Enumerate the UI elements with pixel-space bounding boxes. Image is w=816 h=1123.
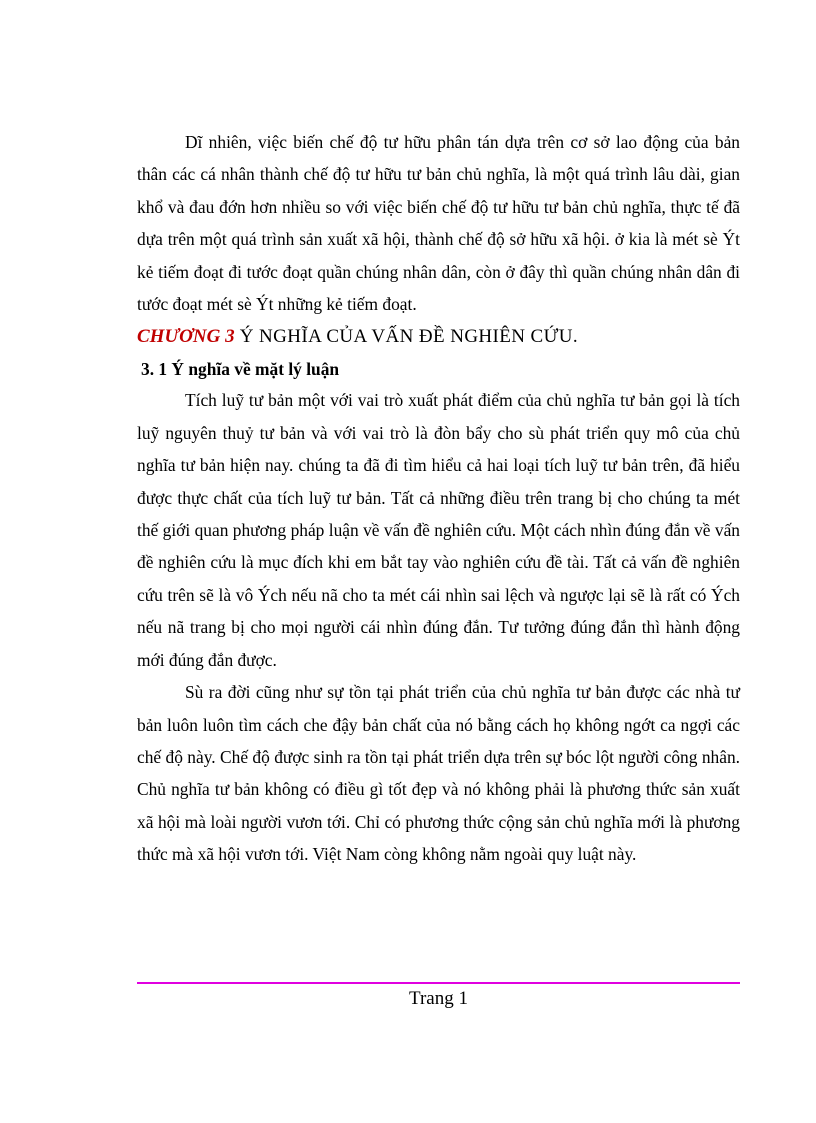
document-body <box>137 126 740 871</box>
chapter-title: Ý NGHĨA CỦA VẤN ĐỀ NGHIÊN CỨU. <box>234 326 579 348</box>
body-paragraph-3: Sù ra đời cũng như sự tồn tại phát triển của chủ nghĩa tư bản được các nhà tư bản luôn luôn tìm cách che đậy bản chất của nó bằng cách họ không ngớt ca ngợi các chế độ này. Chế độ được sinh ra tồn tại phát triển dựa trên sự bóc lột người công nhân. Chủ nghĩa tư bản không có điều gì tốt đẹp và nó không phải là phương thức sản xuất xã hội mà loài người vươn tới. Chỉ có phương thức cộng sản chủ nghĩa mới là phương thức mà xã hội vươn tới. Việt Nam còng không nằm ngoài quy luật này. <box>137 682 740 865</box>
intro-paragraph: Dĩ nhiên, việc biến chế độ tư hữu phân tán dựa trên cơ sở lao động của bản thân các cá nhân thành chế độ tư hữu tư bản chủ nghĩa, là một quá trình lâu dài, gian khổ và đau đớn hơn nhiều so với việc biến chế độ tư hữu tư bản chủ nghĩa, thực tế đã dựa trên một quá trình sản xuất xã hội, thành chế độ sở hữu xã hội. ở kia là mét sè Ýt kẻ tiếm đoạt đi tước đoạt quần chúng nhân dân, còn ở đây thì quần chúng nhân dân đi tước đoạt mét sè Ýt những kẻ tiếm đoạt. <box>137 132 740 315</box>
body-paragraph-2: Tích luỹ tư bản một với vai trò xuất phát điểm của chủ nghĩa tư bản gọi là tích luỹ nguyên thuỷ tư bản và với vai trò là đòn bẩy cho sù phát triển quy mô của chủ nghĩa tư bản hiện nay. chúng ta đã đi tìm hiểu cả hai loại tích luỹ tư bản trên, đã hiểu được thực chất của tích luỹ tư bản. Tất cả những điều trên trang bị cho chúng ta mét thế giới quan phương pháp luận về vấn đề nghiên cứu. Một cách nhìn đúng đắn về vấn đề nghiên cứu là mục đích khi em bắt tay vào nghiên cứu đề tài. Tất cả vấn đề nghiên cứu trên sẽ là vô Ých nếu nã cho ta mét cái nhìn sai lệch và ngược lại sẽ là rất có Ých nếu nã trang bị cho mọi người cái nhìn đúng đắn. Tư tưởng đúng đắn thì hành động mới đúng đắn được. <box>137 390 740 670</box>
page-number: Trang 1 <box>409 988 468 1009</box>
footer-divider <box>137 982 740 984</box>
chapter-heading <box>137 320 740 354</box>
section-heading: 3. 1 Ý nghĩa về mặt lý luận <box>141 359 340 380</box>
chapter-label: CHƯƠNG 3 <box>137 326 235 348</box>
